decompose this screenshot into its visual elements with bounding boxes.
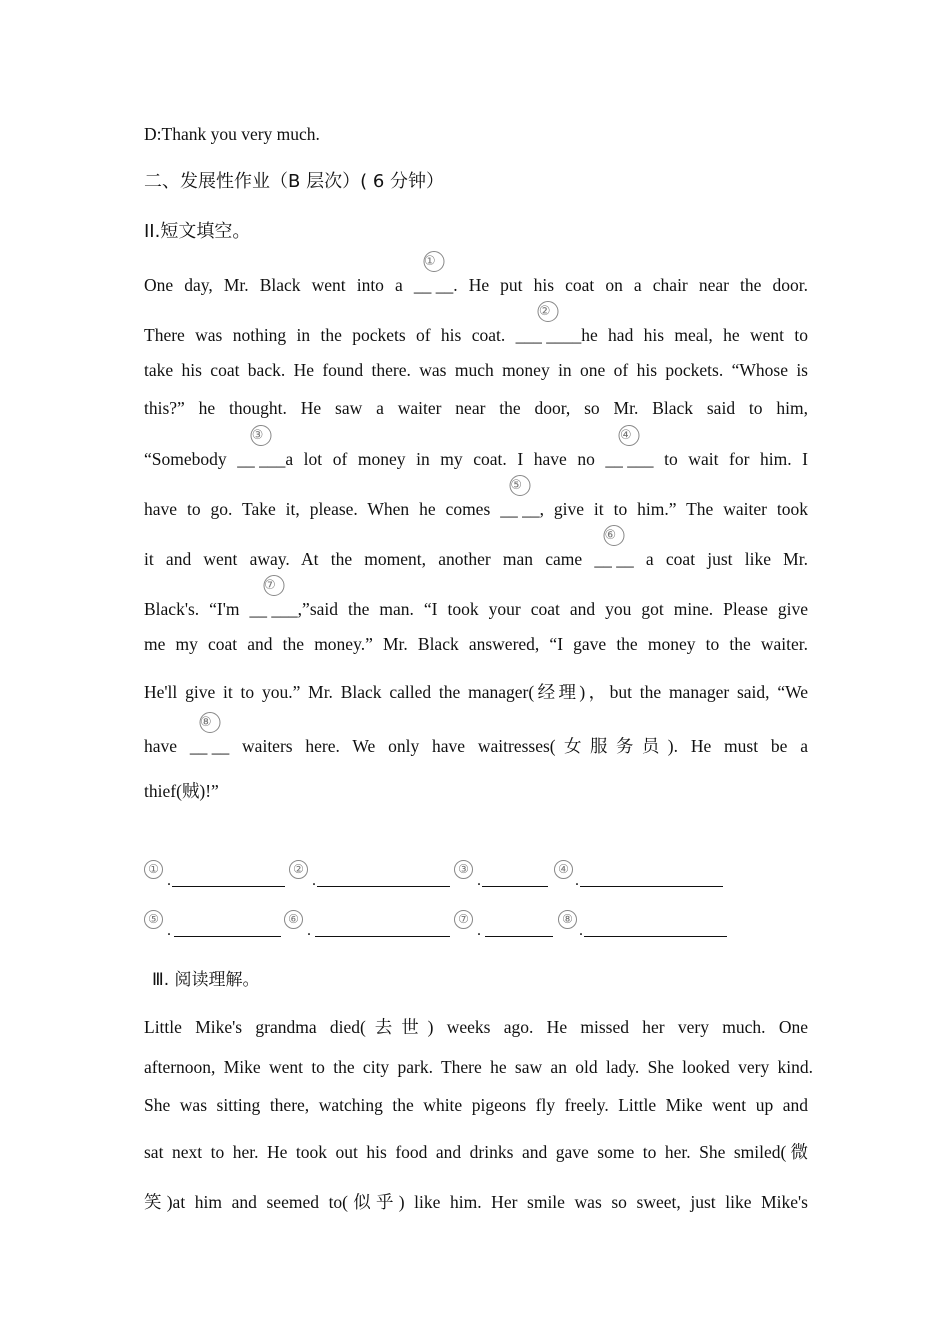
blank-4: __ ___ ④ — [605, 449, 653, 470]
reading-line-2: afternoon, Mike went to the city park. There he saw an old lady. She looked very kind. — [144, 1057, 813, 1077]
marker-1-icon: ① — [423, 251, 444, 272]
marker-4-icon: ④ — [619, 425, 640, 446]
answer-1-field[interactable]: ① . — [144, 862, 289, 884]
answer-6-marker-icon: ⑥ — [284, 910, 303, 929]
answer-2-field[interactable]: ② . — [289, 862, 454, 884]
answer-4-marker-icon: ④ — [554, 860, 573, 879]
passage-line-7: it and went away. At the moment, another man came __ __ ⑥ a coat just like Mr. — [144, 549, 808, 570]
reading-line-1: Little Mike's grandma died(去世) weeks ago. He missed her very much. One — [144, 1017, 808, 1037]
answer-2-marker-icon: ② — [289, 860, 308, 879]
marker-7-icon: ⑦ — [263, 575, 284, 596]
answer-5-field[interactable]: ⑤ . — [144, 912, 289, 934]
section-3-title: Ⅲ. 阅读理解。 — [152, 970, 260, 990]
marker-3-icon: ③ — [251, 425, 272, 446]
passage-line-3: take his coat back. He found there. was much money in one of his pockets. “Whose is — [144, 360, 808, 380]
answer-1-marker-icon: ① — [144, 860, 163, 879]
blank-6: __ __ ⑥ — [594, 549, 633, 570]
option-d: D:Thank you very much. — [144, 124, 320, 144]
answer-6-field[interactable]: ⑥ . — [284, 912, 454, 934]
answer-4-field[interactable]: ④ . — [554, 862, 726, 884]
passage-line-6: have to go. Take it, please. When he comes __ __ ⑤ , give it to him.” The waiter took — [144, 499, 808, 520]
marker-2-icon: ② — [538, 301, 559, 322]
blank-2: ___ ____ ② — [516, 325, 582, 346]
answer-7-field[interactable]: ⑦ . — [454, 912, 559, 934]
passage-line-4: this?” he thought. He saw a waiter near the door, so Mr. Black said to him, — [144, 398, 808, 418]
blank-3: __ ___ ③ — [237, 449, 285, 470]
blank-8: __ __ ⑧ — [190, 736, 229, 757]
reading-line-4: sat next to her. He took out his food and drinks and gave some to her. She smiled(微 — [144, 1142, 808, 1162]
marker-5-icon: ⑤ — [509, 475, 530, 496]
passage-line-2: There was nothing in the pockets of his coat. ___ ____ ② he had his meal, he went to — [144, 325, 808, 346]
blank-5: __ __ ⑤ — [500, 499, 539, 520]
answer-5-marker-icon: ⑤ — [144, 910, 163, 929]
blank-7: __ ___ ⑦ — [250, 599, 298, 620]
answer-8-field[interactable]: ⑧ . — [558, 912, 730, 934]
answer-3-field[interactable]: ③ . — [454, 862, 554, 884]
reading-line-3: She was sitting there, watching the white pigeons fly freely. Little Mike went up and — [144, 1095, 808, 1115]
passage-line-5: “Somebody __ ___ ③ a lot of money in my coat. I have no __ ___ ④ to wait for him. I — [144, 449, 808, 470]
passage-line-11: have __ __ ⑧ waiters here. We only have waitresses(女服务员). He must be a — [144, 733, 808, 758]
blank-1: __ __ ① — [414, 275, 453, 296]
marker-8-icon: ⑧ — [199, 712, 220, 733]
part-2-title: II.短文填空。 — [144, 221, 251, 242]
passage-line-10: He'll give it to you.” Mr. Black called the manager(经理)，but the manager said, “We — [144, 682, 808, 702]
answer-3-marker-icon: ③ — [454, 860, 473, 879]
passage-line-12: thief(贼)!” — [144, 781, 219, 801]
section-2-title: 二、发展性作业（B 层次）( 6 分钟） — [144, 171, 444, 192]
answer-8-marker-icon: ⑧ — [558, 910, 577, 929]
answer-7-marker-icon: ⑦ — [454, 910, 473, 929]
passage-line-9: me my coat and the money.” Mr. Black answered, “I gave the money to the waiter. — [144, 634, 808, 654]
reading-line-5: 笑)at him and seemed to(似乎) like him. Her smile was so sweet, just like Mike's — [144, 1192, 808, 1212]
passage-line-1: One day, Mr. Black went into a __ __ ① . He put his coat on a chair near the door. — [144, 275, 808, 296]
marker-6-icon: ⑥ — [604, 525, 625, 546]
passage-line-8: Black's. “I'm __ ___ ⑦ ,”said the man. “I took your coat and you got mine. Please give — [144, 599, 808, 620]
